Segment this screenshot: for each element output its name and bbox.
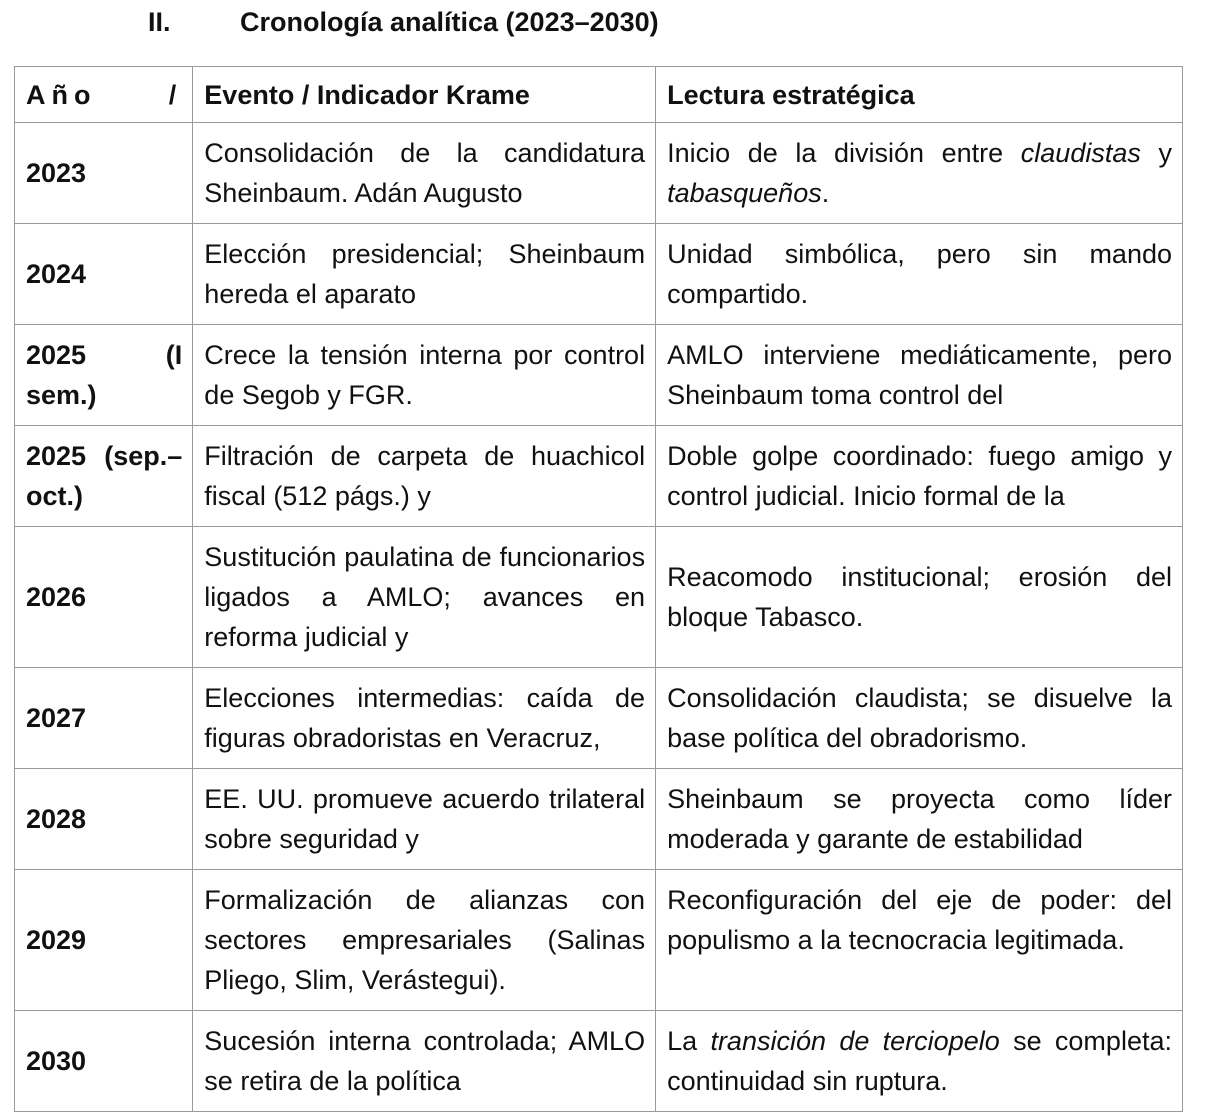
row-reading: Sheinbaum se proyecta como líder moderada y garante de estabilidad — [656, 769, 1183, 870]
row-year: 2026 — [15, 527, 193, 668]
table-row — [15, 123, 1183, 224]
row-year: 2025 (I sem.) — [15, 325, 193, 426]
table-row — [15, 769, 1183, 870]
row-year: 2027 — [15, 668, 193, 769]
header-event: Evento / Indicador Krame — [193, 67, 656, 123]
row-reading: La transición de terciopelo se completa: continuidad sin ruptura. — [656, 1011, 1183, 1112]
table-row — [15, 224, 1183, 325]
table-row — [15, 426, 1183, 527]
row-year: 2025 (sep.–oct.) — [15, 426, 193, 527]
row-reading: AMLO interviene mediáticamente, pero Sheinbaum toma control del — [656, 325, 1183, 426]
row-reading: Consolidación claudista; se disuelve la base política del obradorismo. — [656, 668, 1183, 769]
row-reading: Reconfiguración del eje de poder: del populismo a la tecnocracia legitimada. — [656, 870, 1183, 1011]
row-event: Elecciones intermedias: caída de figuras obradoristas en Veracruz, — [193, 668, 656, 769]
chronology-table — [14, 66, 1183, 1112]
row-event: Sustitución paulatina de funcionarios ligados a AMLO; avances en reforma judicial y — [193, 527, 656, 668]
row-reading: Inicio de la división entre claudistas y tabasqueños. — [656, 123, 1183, 224]
table-row — [15, 527, 1183, 668]
header-reading: Lectura estratégica — [656, 67, 1183, 123]
row-year: 2023 — [15, 123, 193, 224]
header-year: Año / — [15, 67, 193, 123]
row-year: 2028 — [15, 769, 193, 870]
table-row — [15, 1011, 1183, 1112]
table-row — [15, 668, 1183, 769]
row-reading: Unidad simbólica, pero sin mando compartido. — [656, 224, 1183, 325]
table-row — [15, 870, 1183, 1011]
section-title: Cronología analítica (2023–2030) — [240, 7, 659, 37]
table-row — [15, 325, 1183, 426]
row-event: Formalización de alianzas con sectores empresariales (Salinas Pliego, Slim, Verástegui). — [193, 870, 656, 1011]
row-year: 2024 — [15, 224, 193, 325]
row-event: Sucesión interna controlada; AMLO se retira de la política — [193, 1011, 656, 1112]
section-heading — [148, 4, 659, 40]
row-reading: Reacomodo institucional; erosión del bloque Tabasco. — [656, 527, 1183, 668]
row-year: 2030 — [15, 1011, 193, 1112]
section-number: II. — [148, 7, 171, 37]
table-header-row — [15, 67, 1183, 123]
row-reading: Doble golpe coordinado: fuego amigo y control judicial. Inicio formal de la — [656, 426, 1183, 527]
row-event: Filtración de carpeta de huachicol fiscal (512 págs.) y — [193, 426, 656, 527]
row-year: 2029 — [15, 870, 193, 1011]
row-event: Elección presidencial; Sheinbaum hereda el aparato — [193, 224, 656, 325]
row-event: Crece la tensión interna por control de Segob y FGR. — [193, 325, 656, 426]
row-event: EE. UU. promueve acuerdo trilateral sobre seguridad y — [193, 769, 656, 870]
row-event: Consolidación de la candidatura Sheinbaum. Adán Augusto — [193, 123, 656, 224]
